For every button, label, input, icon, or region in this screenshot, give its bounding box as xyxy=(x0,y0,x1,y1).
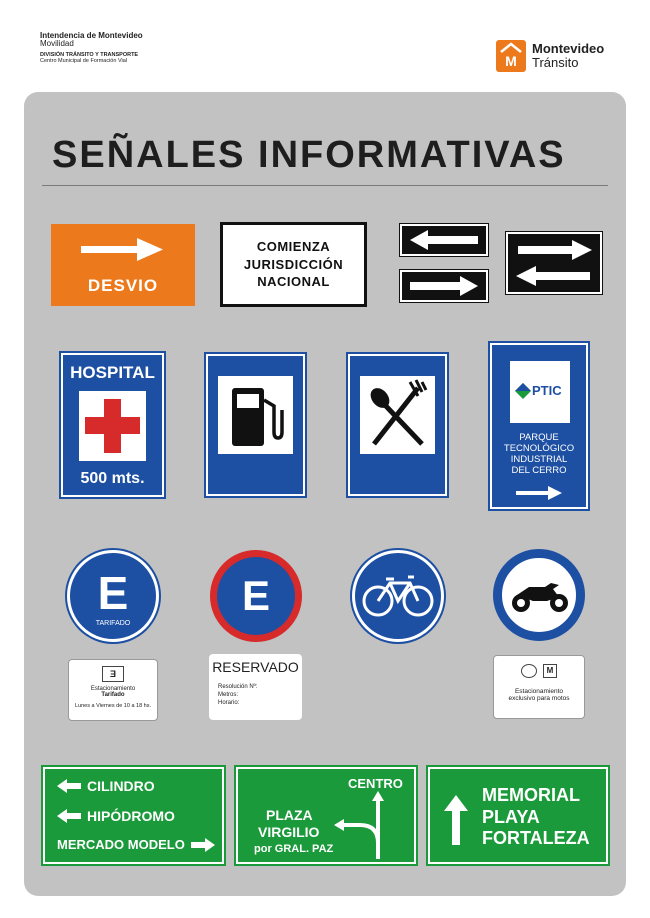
ptic-diamond-icon xyxy=(513,381,533,401)
fork-spoon-icon xyxy=(360,376,435,454)
left-arrow-sign xyxy=(400,224,488,256)
motorcycle-sign xyxy=(493,549,585,641)
org-division: DIVISIÓN TRÁNSITO Y TRANSPORTE xyxy=(40,51,139,58)
ptic-line2: TECNOLÓGICO xyxy=(503,442,575,454)
left-arrow-icon xyxy=(57,779,81,793)
logo-line1: Montevideo xyxy=(532,40,605,56)
metros-label: Metros: xyxy=(218,692,239,699)
plate1-title: Estacionamiento xyxy=(90,686,136,692)
parking-tarifado-sign xyxy=(67,550,159,642)
hospital-sign xyxy=(61,353,164,497)
ptic-line3: INDUSTRIAL xyxy=(510,453,568,465)
seal-icon xyxy=(521,664,537,678)
tarifado-label: TARIFADO xyxy=(95,619,131,627)
ptic-logo-text: PTIC xyxy=(532,383,562,398)
no-parking-sign xyxy=(210,550,302,642)
virgilio-label: VIRGILIO xyxy=(258,824,320,840)
reservado-title: RESERVADO xyxy=(212,659,299,675)
memorial-label: MEMORIAL xyxy=(482,785,580,805)
directions-sign-2 xyxy=(236,767,416,864)
resolucion-label: Resolución Nº: xyxy=(218,684,258,690)
left-arrow-icon xyxy=(402,226,486,254)
hipodromo-label: HIPÓDROMO xyxy=(87,808,175,824)
plate3-line1: Estacionamiento xyxy=(514,688,564,695)
jurisdiccion-sign xyxy=(220,222,367,307)
up-arrow-icon xyxy=(444,795,468,845)
m-logo-icon: M xyxy=(543,664,557,678)
motorcycle-icon xyxy=(507,575,571,615)
plate-emblem-icon: Ǝ xyxy=(102,666,124,682)
mercado-modelo-label: MERCADO MODELO xyxy=(57,837,185,852)
logo-letter: M xyxy=(505,53,517,69)
org-dept: Movilidad xyxy=(40,39,74,49)
plate1-subtitle: Tarifado xyxy=(101,692,125,698)
plate1-hours: Lunes a Viernes de 10 a 18 hs. xyxy=(74,703,152,709)
two-way-arrows-icon xyxy=(508,234,600,292)
right-arrow-icon xyxy=(191,838,215,852)
jurisdiccion-line1: COMIENZA xyxy=(256,239,331,255)
gas-station-sign xyxy=(206,354,305,496)
red-cross-icon xyxy=(79,391,146,461)
motos-plate xyxy=(493,655,585,719)
plaza-label: PLAZA xyxy=(266,807,313,823)
ptic-sign xyxy=(490,343,588,509)
left-arrow-icon xyxy=(57,809,81,823)
fuel-pump-icon xyxy=(218,376,293,454)
horario-label: Horario: xyxy=(218,700,240,707)
hospital-title: HOSPITAL xyxy=(70,363,155,382)
jurisdiccion-line3: NACIONAL xyxy=(257,274,330,290)
right-arrow-sign xyxy=(400,270,488,302)
directions-sign-3 xyxy=(428,767,608,864)
reservado-plate xyxy=(209,654,302,720)
ptic-line4: DEL CERRO xyxy=(511,464,567,476)
centro-label: CENTRO xyxy=(348,776,403,791)
gral-paz-label: por GRAL. PAZ xyxy=(254,843,334,855)
logo-line2: Tránsito xyxy=(532,55,579,70)
parking-e-letter: E xyxy=(97,566,129,619)
restaurant-sign xyxy=(348,354,447,496)
ptic-line1: PARQUE xyxy=(519,432,559,443)
cilindro-label: CILINDRO xyxy=(87,778,155,794)
two-way-sign xyxy=(506,232,602,294)
no-parking-e-letter: E xyxy=(241,572,270,619)
hospital-distance: 500 mts. xyxy=(80,470,145,487)
right-arrow-icon xyxy=(402,272,486,300)
directions-sign-1 xyxy=(43,767,224,864)
bicycle-icon xyxy=(358,571,438,621)
organization-header xyxy=(40,32,143,64)
desvio-sign xyxy=(51,224,195,306)
bicycle-sign xyxy=(352,550,444,642)
right-arrow-icon xyxy=(492,483,586,503)
plate3-line2: exclusivo para motos xyxy=(508,695,570,702)
fortaleza-label: FORTALEZA xyxy=(482,828,590,849)
page-title: SEÑALES INFORMATIVAS xyxy=(52,134,566,176)
logo-icon xyxy=(496,40,526,72)
montevideo-transito-logo xyxy=(496,40,604,72)
org-name: Intendencia de Montevideo xyxy=(40,31,143,40)
jurisdiccion-line2: JURISDICCIÓN xyxy=(243,256,344,272)
playa-label: PLAYA xyxy=(482,806,540,827)
parking-tarifado-plate xyxy=(68,659,158,721)
fork-arrow-icon xyxy=(334,791,404,861)
title-divider xyxy=(42,185,608,186)
org-center: Centro Municipal de Formación Vial xyxy=(40,57,128,64)
desvio-label: DESVIO xyxy=(87,276,159,295)
